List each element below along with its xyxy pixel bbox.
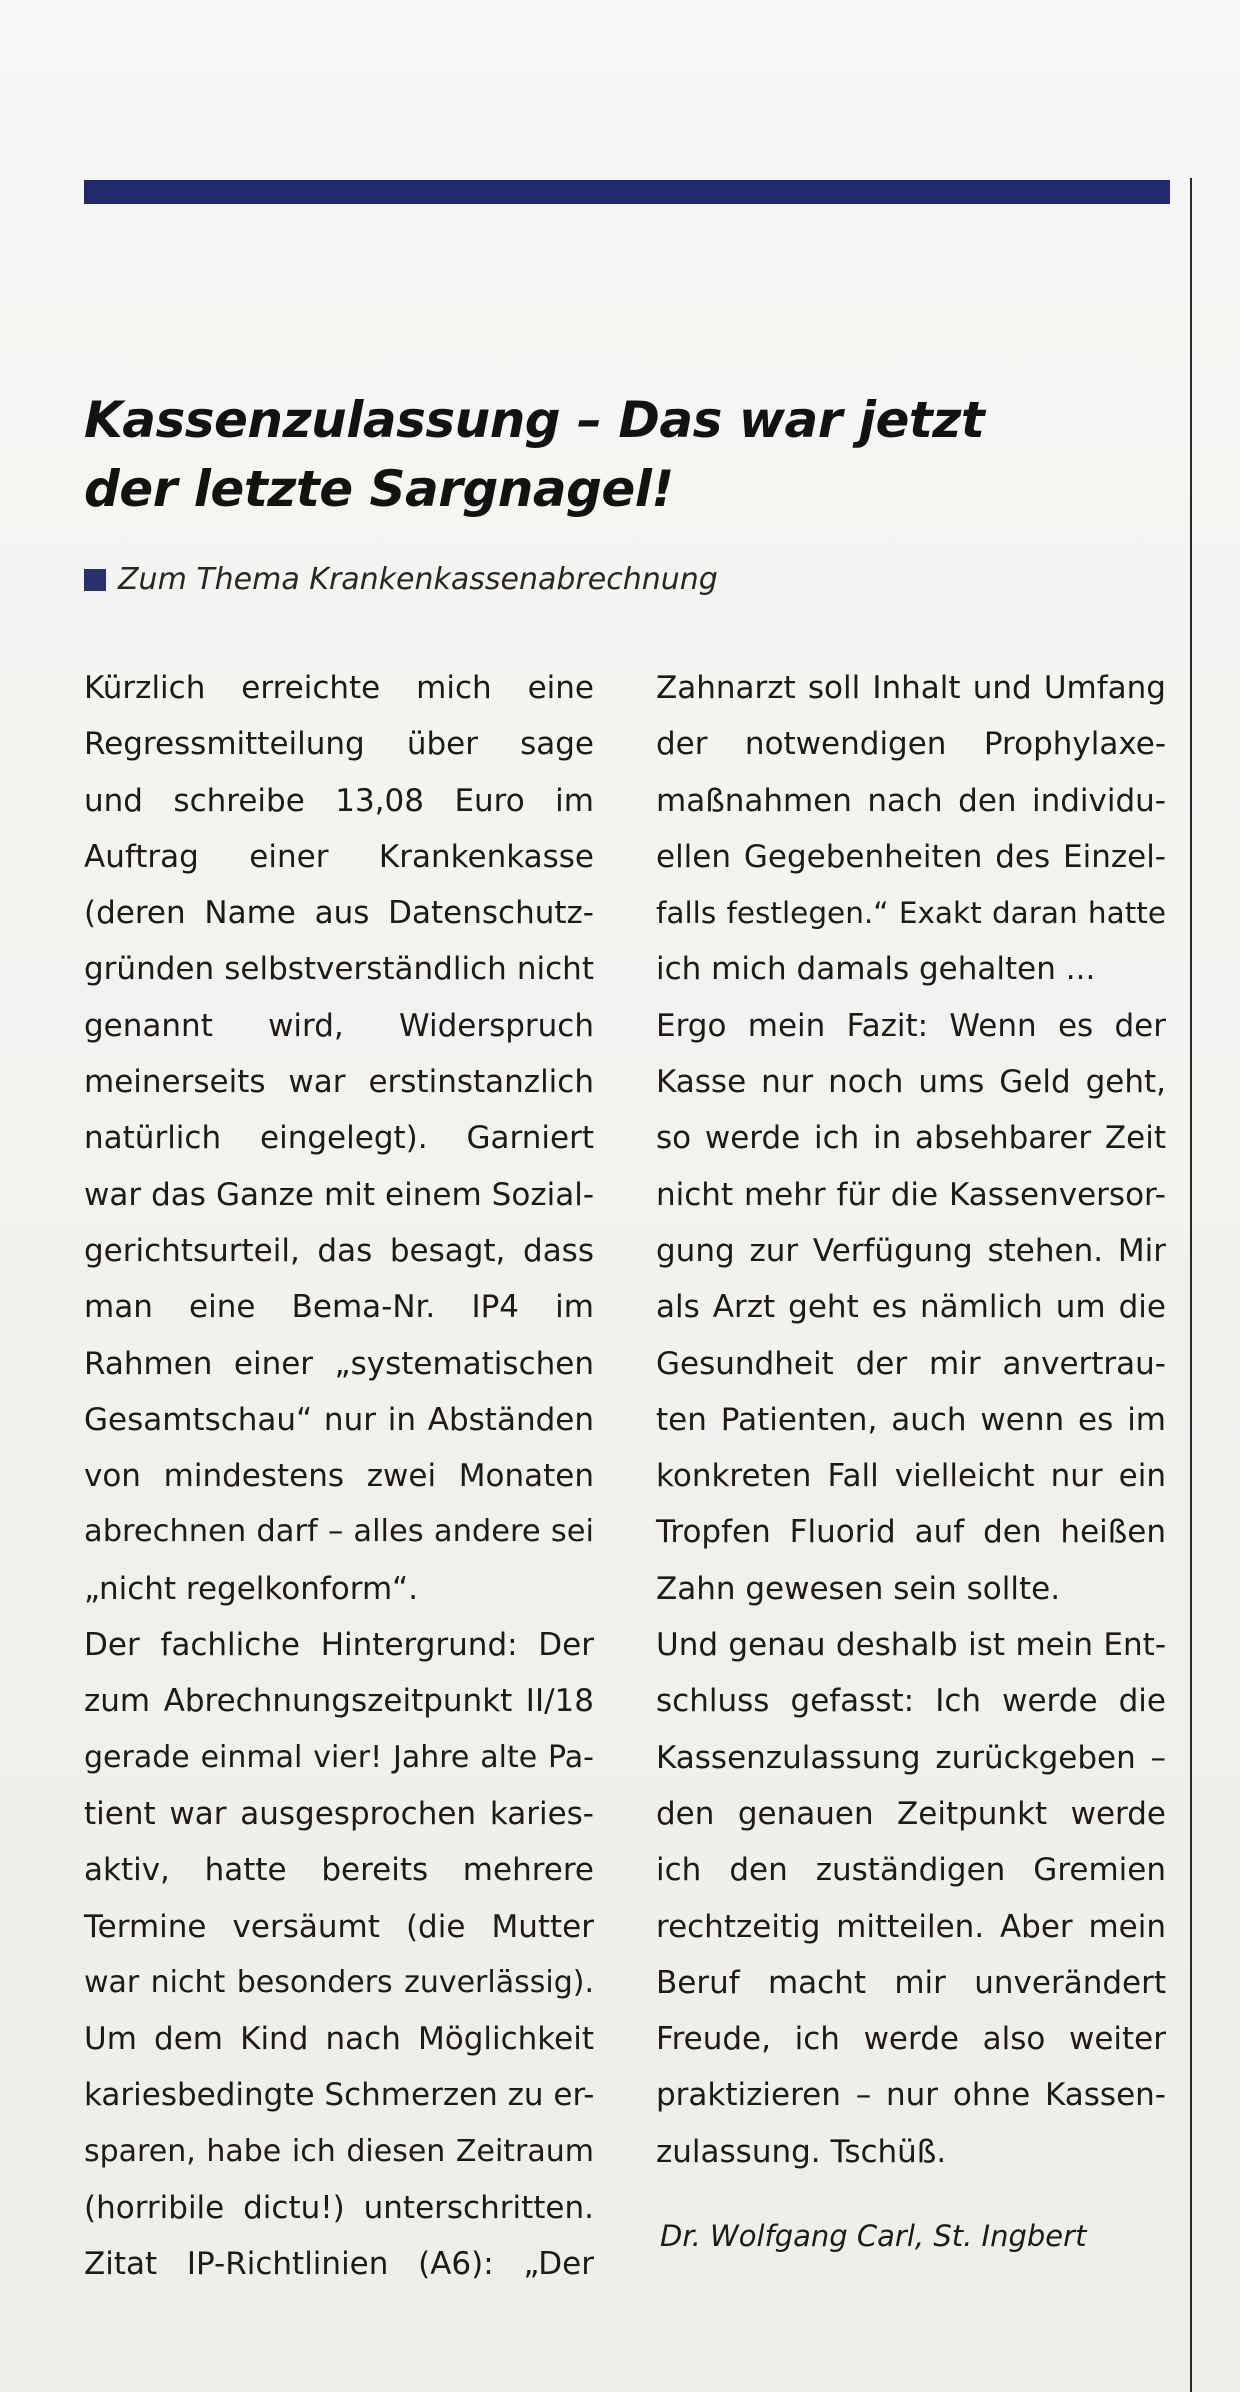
text-line: praktizieren – nur ohne Kassen- (656, 2077, 1166, 2114)
text-line: von mindestens zwei Monaten (84, 1458, 594, 1495)
text-line: aktiv, hatte bereits mehrere (84, 1852, 594, 1889)
text-line: Gesundheit der mir anvertrau- (656, 1345, 1166, 1382)
text-line: „nicht regelkonform“. (84, 1570, 419, 1607)
text-line: man eine Bema-Nr. IP4 im (84, 1289, 594, 1326)
author-signature: Dr. Wolfgang Carl, St. Ingbert (660, 2219, 1087, 2253)
text-line: (deren Name aus Datenschutz- (84, 895, 594, 932)
text-line: Der fachliche Hintergrund: Der (84, 1627, 594, 1664)
header-accent-bar (84, 180, 1170, 204)
right-text-column (656, 660, 1166, 2180)
left-text-column (84, 660, 594, 2293)
text-line: gerade einmal vier! Jahre alte Pa- (84, 1739, 594, 1775)
square-bullet-icon (84, 569, 106, 591)
article-headline (84, 386, 1144, 524)
text-line: natürlich eingelegt). Garniert (84, 1120, 594, 1157)
text-line: Zahn gewesen sein sollte. (656, 1570, 1061, 1607)
text-line: abrechnen darf – alles andere sei (84, 1514, 594, 1550)
text-line: Auftrag einer Krankenkasse (84, 838, 594, 875)
text-line: gerichtsurteil, das besagt, dass (84, 1232, 594, 1269)
text-line: gründen selbstverständlich nicht (84, 951, 594, 988)
text-line: Kürzlich erreichte mich eine (84, 670, 594, 706)
text-line: kariesbedingte Schmerzen zu er- (84, 2077, 595, 2114)
text-line: war nicht besonders zuverlässig). (84, 1964, 594, 2000)
text-line: Termine versäumt (die Mutter (84, 1908, 594, 1945)
text-line: ellen Gegebenheiten des Einzel- (656, 838, 1166, 875)
text-line: ten Patienten, auch wenn es im (656, 1401, 1166, 1438)
text-line: Beruf macht mir unverändert (656, 1964, 1166, 2001)
text-line: nicht mehr für die Kassenversor- (656, 1176, 1166, 1213)
text-line: tient war ausgesprochen karies- (84, 1795, 594, 1832)
article-topic (84, 562, 1084, 598)
text-line: Freude, ich werde also weiter (656, 2021, 1166, 2058)
topic-label: Zum Thema Krankenkassenabrechnung (118, 562, 718, 597)
text-line: Zahnarzt soll Inhalt und Umfang (656, 670, 1166, 706)
text-line: Und genau deshalb ist mein Ent- (656, 1627, 1166, 1664)
text-line: den genauen Zeitpunkt werde (656, 1795, 1166, 1832)
text-line: und schreibe 13,08 Euro im (84, 782, 594, 819)
text-line: Tropfen Fluorid auf den heißen (656, 1514, 1166, 1551)
text-line: gung zur Verfügung stehen. Mir (656, 1232, 1166, 1269)
text-line: sparen, habe ich diesen Zeitraum (84, 2133, 594, 2169)
text-line: konkreten Fall vielleicht nur ein (656, 1458, 1166, 1495)
text-line: war das Ganze mit einem Sozial- (84, 1176, 594, 1213)
text-line: Zitat IP-Richtlinien (A6): „Der (84, 2246, 594, 2283)
text-line: Kassenzulassung zurückgeben – (656, 1739, 1166, 1776)
text-line: der notwendigen Prophylaxe- (656, 726, 1166, 763)
headline-line: der letzte Sargnagel! (84, 460, 674, 518)
headline-line: Kassenzulassung – Das war jetzt (84, 391, 985, 449)
text-line: schluss gefasst: Ich werde die (656, 1683, 1166, 1720)
text-line: so werde ich in absehbarer Zeit (656, 1120, 1166, 1157)
text-line: als Arzt geht es nämlich um die (656, 1289, 1166, 1326)
column-rule (1190, 178, 1192, 2392)
text-line: (horribile dictu!) unterschritten. (84, 2190, 594, 2227)
text-line: Gesamtschau“ nur in Abständen (84, 1401, 594, 1438)
text-line: zulassung. Tschüß. (656, 2133, 947, 2170)
text-line: meinerseits war erstinstanzlich (84, 1064, 594, 1101)
text-line: maßnahmen nach den individu- (656, 782, 1166, 819)
text-line: Rahmen einer „systematischen (84, 1345, 594, 1382)
text-line: Um dem Kind nach Möglichkeit (84, 2021, 594, 2058)
text-line: zum Abrechnungszeitpunkt II/18 (84, 1683, 594, 1720)
text-line: Regressmitteilung über sage (84, 726, 594, 763)
text-line: rechtzeitig mitteilen. Aber mein (656, 1908, 1166, 1945)
text-line: Kasse nur noch ums Geld geht, (656, 1064, 1166, 1101)
text-line: Ergo mein Fazit: Wenn es der (656, 1007, 1166, 1044)
text-line: genannt wird, Widerspruch (84, 1007, 594, 1044)
text-line: falls festlegen.“ Exakt daran hatte (656, 896, 1166, 931)
text-line: ich mich damals gehalten ... (656, 951, 1096, 988)
text-line: ich den zuständigen Gremien (656, 1852, 1166, 1889)
